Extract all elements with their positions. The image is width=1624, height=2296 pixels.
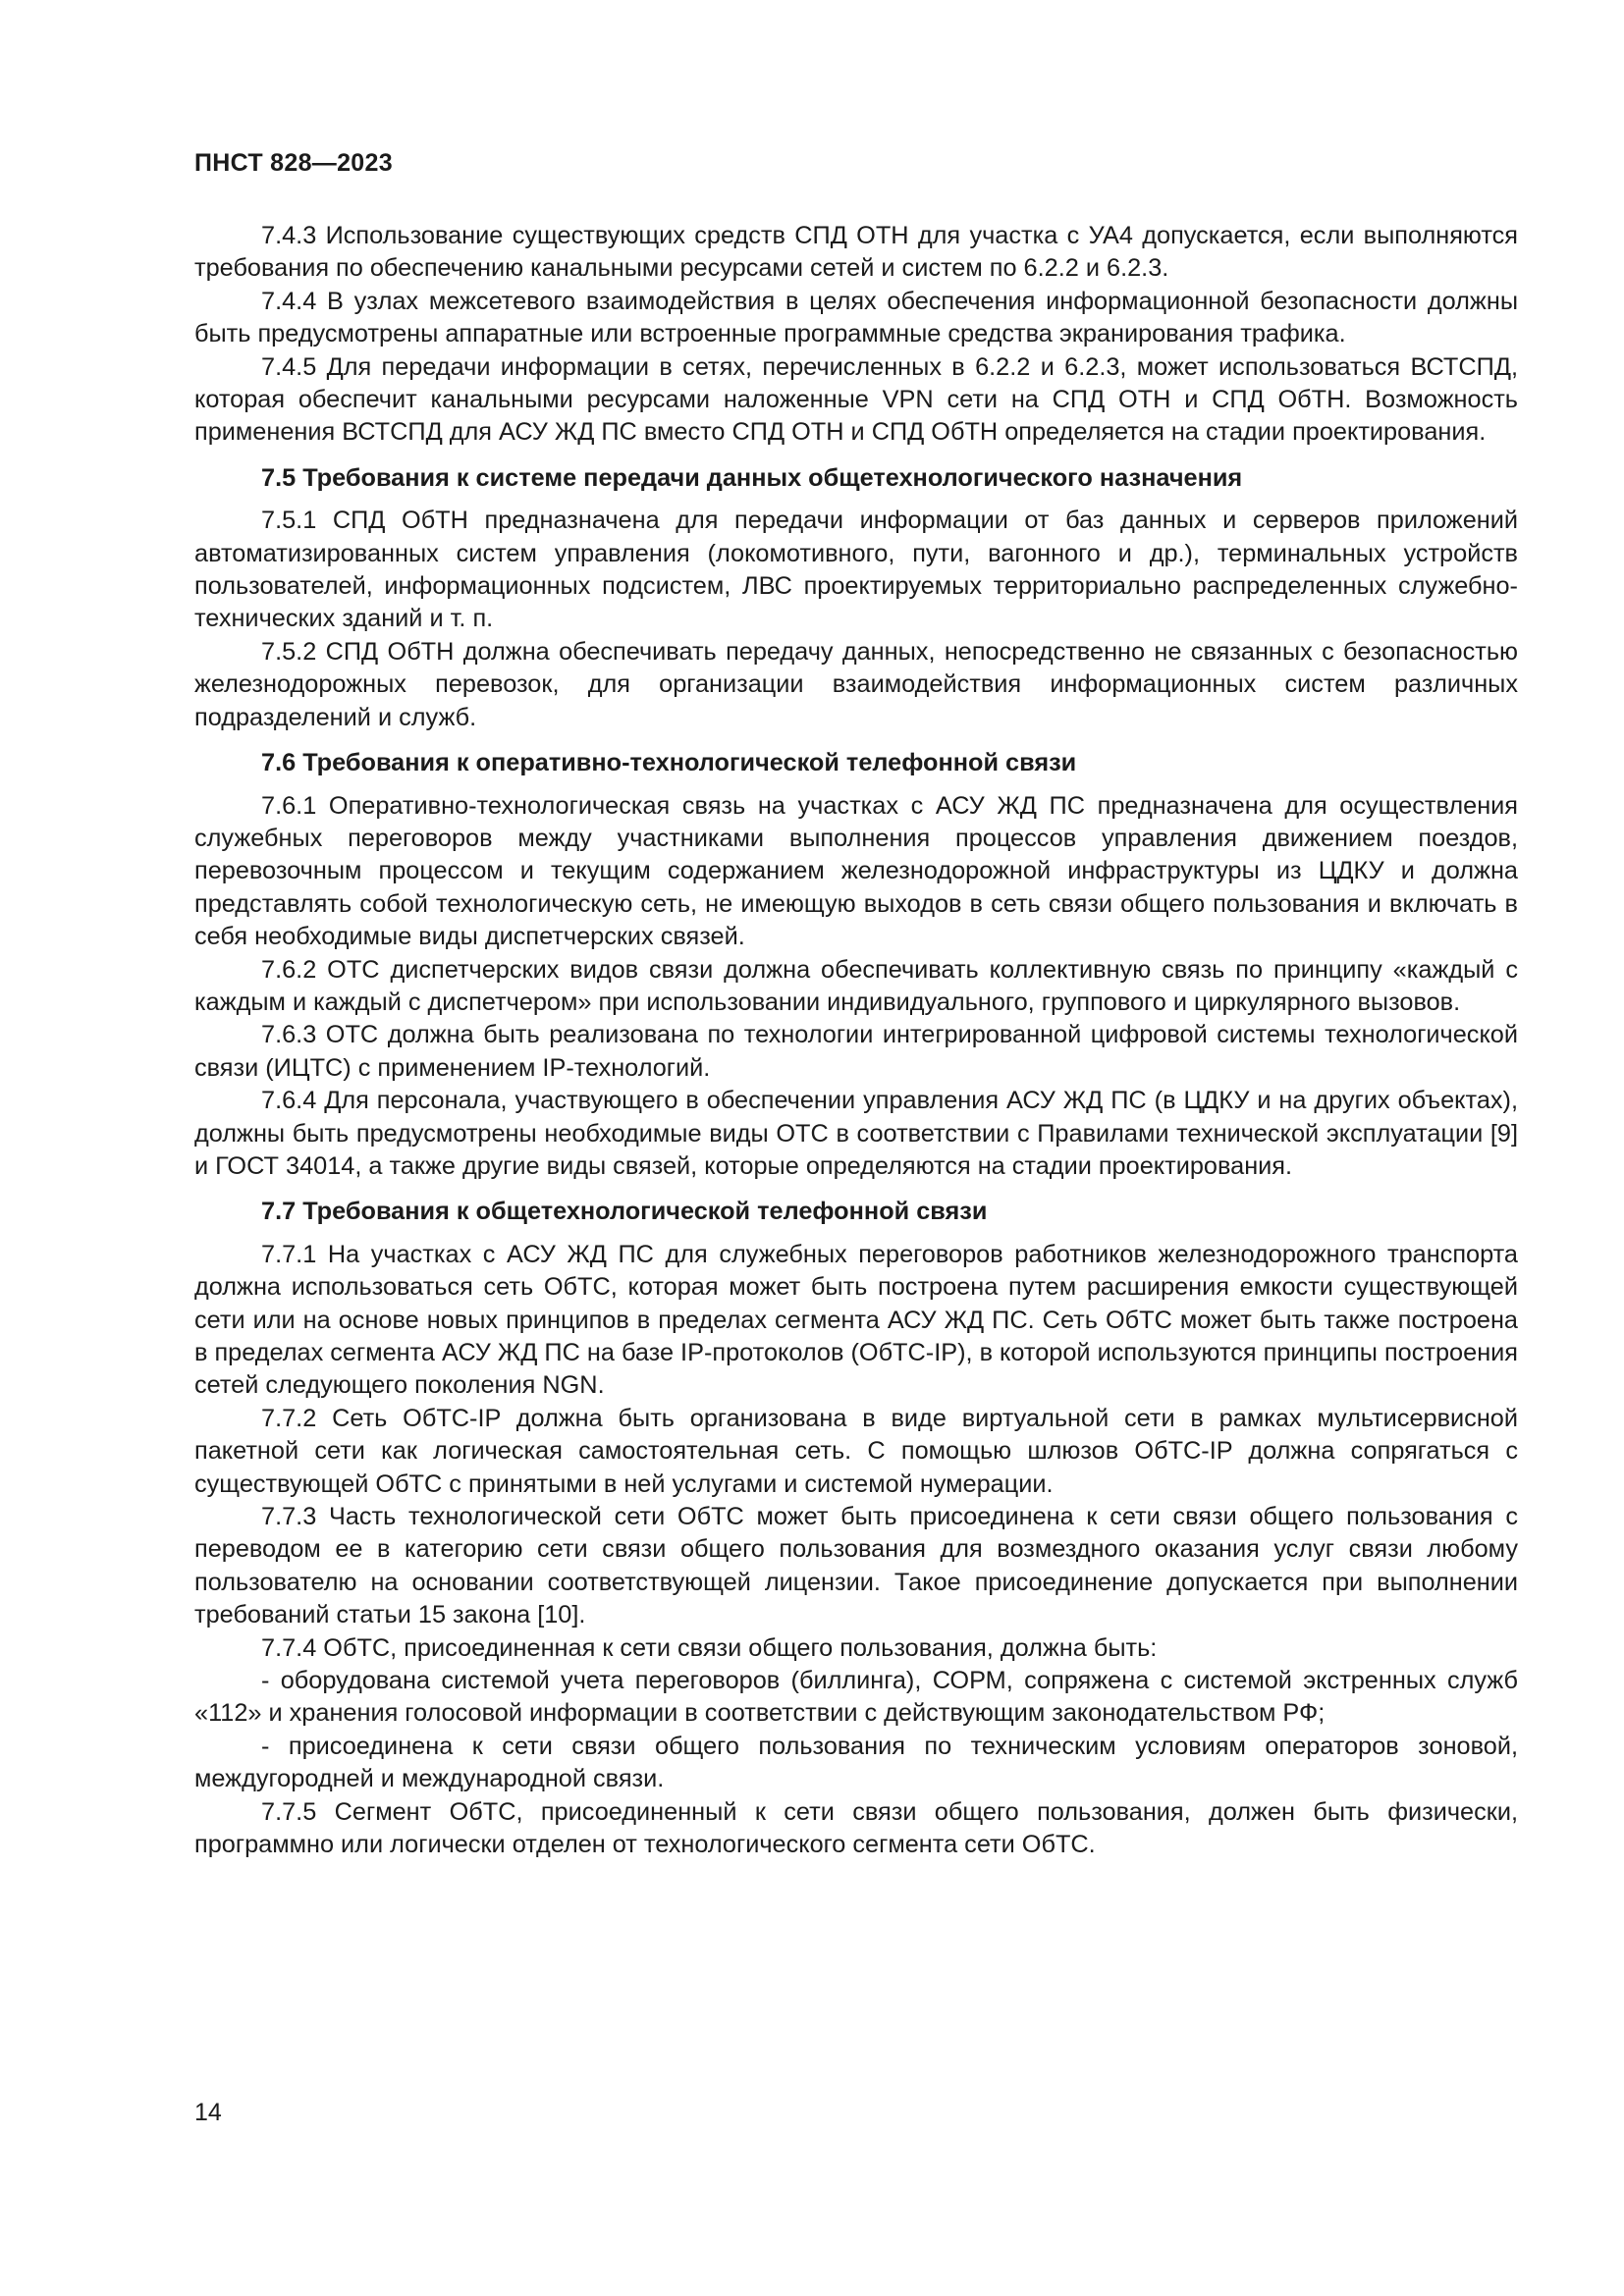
list-item: - оборудована системой учета переговоров (биллинга), СОРМ, сопряжена с системой экстренных служб «112» и хранения голосовой информации в соответствии с действующим законодательством РФ; bbox=[194, 1667, 1518, 1728]
paragraph-7-7-5: 7.7.5 Сегмент ОбТС, присоединенный к сети связи общего пользования, должен быть физически, программно или логически отделен от технологического сегмента сети ОбТС. bbox=[194, 1797, 1518, 1859]
paragraph-7-7-1: 7.7.1 На участках с АСУ ЖД ПС для служебных переговоров работников железнодорожного транспорта должна использоваться сеть ОбТС, которая может быть построена путем расширения емкости существующей сети или на основе новых принципов в пределах сегмента АСУ ЖД ПС. Сеть ОбТС может быть также построена в пределах сегмента АСУ ЖД ПС на базе IP-протоколов (ОбТС-IP), в которой используются принципы построения сетей следующего поколения NGN. bbox=[194, 1240, 1518, 1400]
page-number: 14 bbox=[194, 2099, 222, 2126]
paragraph-7-6-2: 7.6.2 ОТС диспетчерских видов связи должна обеспечивать коллективную связь по принципу «каждый с каждым и каждый с диспетчером» при использовании индивидуального, группового и циркулярного вызовов. bbox=[194, 955, 1518, 1016]
paragraph-7-4-5: 7.4.5 Для передачи информации в сетях, перечисленных в 6.2.2 и 6.2.3, может использоваться ВСТСПД, которая обеспечит канальными ресурсами наложенные VPN сети на СПД ОТН и СПД ОбТН. Возможность применения ВСТСПД для АСУ ЖД ПС вместо СПД ОТН и СПД ОбТН определяется на стадии проектирования. bbox=[194, 352, 1518, 447]
section-heading-7-5: 7.5 Требования к системе передачи данных общетехнологического назначения bbox=[261, 463, 1243, 492]
paragraph-7-6-1: 7.6.1 Оперативно-технологическая связь на участках с АСУ ЖД ПС предназначена для осуществления служебных переговоров между участниками выполнения процессов управления движением поездов, перевозочным процессом и текущим содержанием железнодорожной инфраструктуры из ЦДКУ и должна представлять собой технологическую сеть, не имеющую выходов в сеть связи общего пользования и включать в себя необходимые виды диспетчерских связей. bbox=[194, 791, 1518, 951]
paragraph-7-5-1: 7.5.1 СПД ОбТН предназначена для передачи информации от баз данных и серверов приложений автоматизированных систем управления (локомотивного, пути, вагонного и др.), терминальных устройств пользователей, информационных подсистем, ЛВС проектируемых территориально распределенных служебно-технических зданий и т. п. bbox=[194, 507, 1518, 633]
paragraph-7-6-4: 7.6.4 Для персонала, участвующего в обеспечении управления АСУ ЖД ПС (в ЦДКУ и на других объектах), должны быть предусмотрены необходимые виды ОТС в соответствии с Правилами технической эксплуатации [9] и ГОСТ 34014, а также другие виды связей, которые определяются на стадии проектирования. bbox=[194, 1087, 1518, 1180]
paragraph-7-6-3: 7.6.3 ОТС должна быть реализована по технологии интегрированной цифровой системы технологической связи (ИЦТС) с применением IP-технологий. bbox=[194, 1021, 1518, 1082]
paragraph-7-5-2: 7.5.2 СПД ОбТН должна обеспечивать передачу данных, непосредственно не связанных с безопасностью железнодорожных перевозок, для организации взаимодействия информационных систем различных подразделений и служб. bbox=[194, 637, 1518, 731]
document-body bbox=[194, 220, 1518, 1862]
section-heading-7-7: 7.7 Требования к общетехнологической телефонной связи bbox=[261, 1198, 988, 1226]
document-id-header: ПНСТ 828—2023 bbox=[194, 149, 393, 177]
paragraph-7-4-4: 7.4.4 В узлах межсетевого взаимодействия в целях обеспечения информационной безопасности должны быть предусмотрены аппаратные или встроенные программные средства экранирования трафика. bbox=[194, 287, 1518, 348]
section-heading-7-6: 7.6 Требования к оперативно-технологической телефонной связи bbox=[261, 749, 1077, 777]
paragraph-7-4-3: 7.4.3 Использование существующих средств СПД ОТН для участка с УА4 допускается, если выполняются требования по обеспечению канальными ресурсами сетей и систем по 6.2.2 и 6.2.3. bbox=[194, 222, 1518, 283]
paragraph-7-7-4: 7.7.4 ОбТС, присоединенная к сети связи общего пользования, должна быть: bbox=[261, 1633, 1158, 1662]
list-item: - присоединена к сети связи общего пользования по техническим условиям операторов зоновой, междугородней и международной связи. bbox=[194, 1732, 1518, 1793]
paragraph-7-7-2: 7.7.2 Сеть ОбТС-IP должна быть организована в виде виртуальной сети в рамках мультисервисной пакетной сети как логическая самостоятельная сеть. С помощью шлюзов ОбТС-IP должна сопрягаться с существующей ОбТС с принятыми в ней услугами и системой нумерации. bbox=[194, 1404, 1518, 1498]
paragraph-7-7-3: 7.7.3 Часть технологической сети ОбТС может быть присоединена к сети связи общего пользования с переводом ее в категорию сети связи общего пользования для возмездного оказания услуг связи любому пользователю на основании соответствующей лицензии. Такое присоединение допускается при выполнении требований статьи 15 закона [10]. bbox=[194, 1503, 1518, 1629]
